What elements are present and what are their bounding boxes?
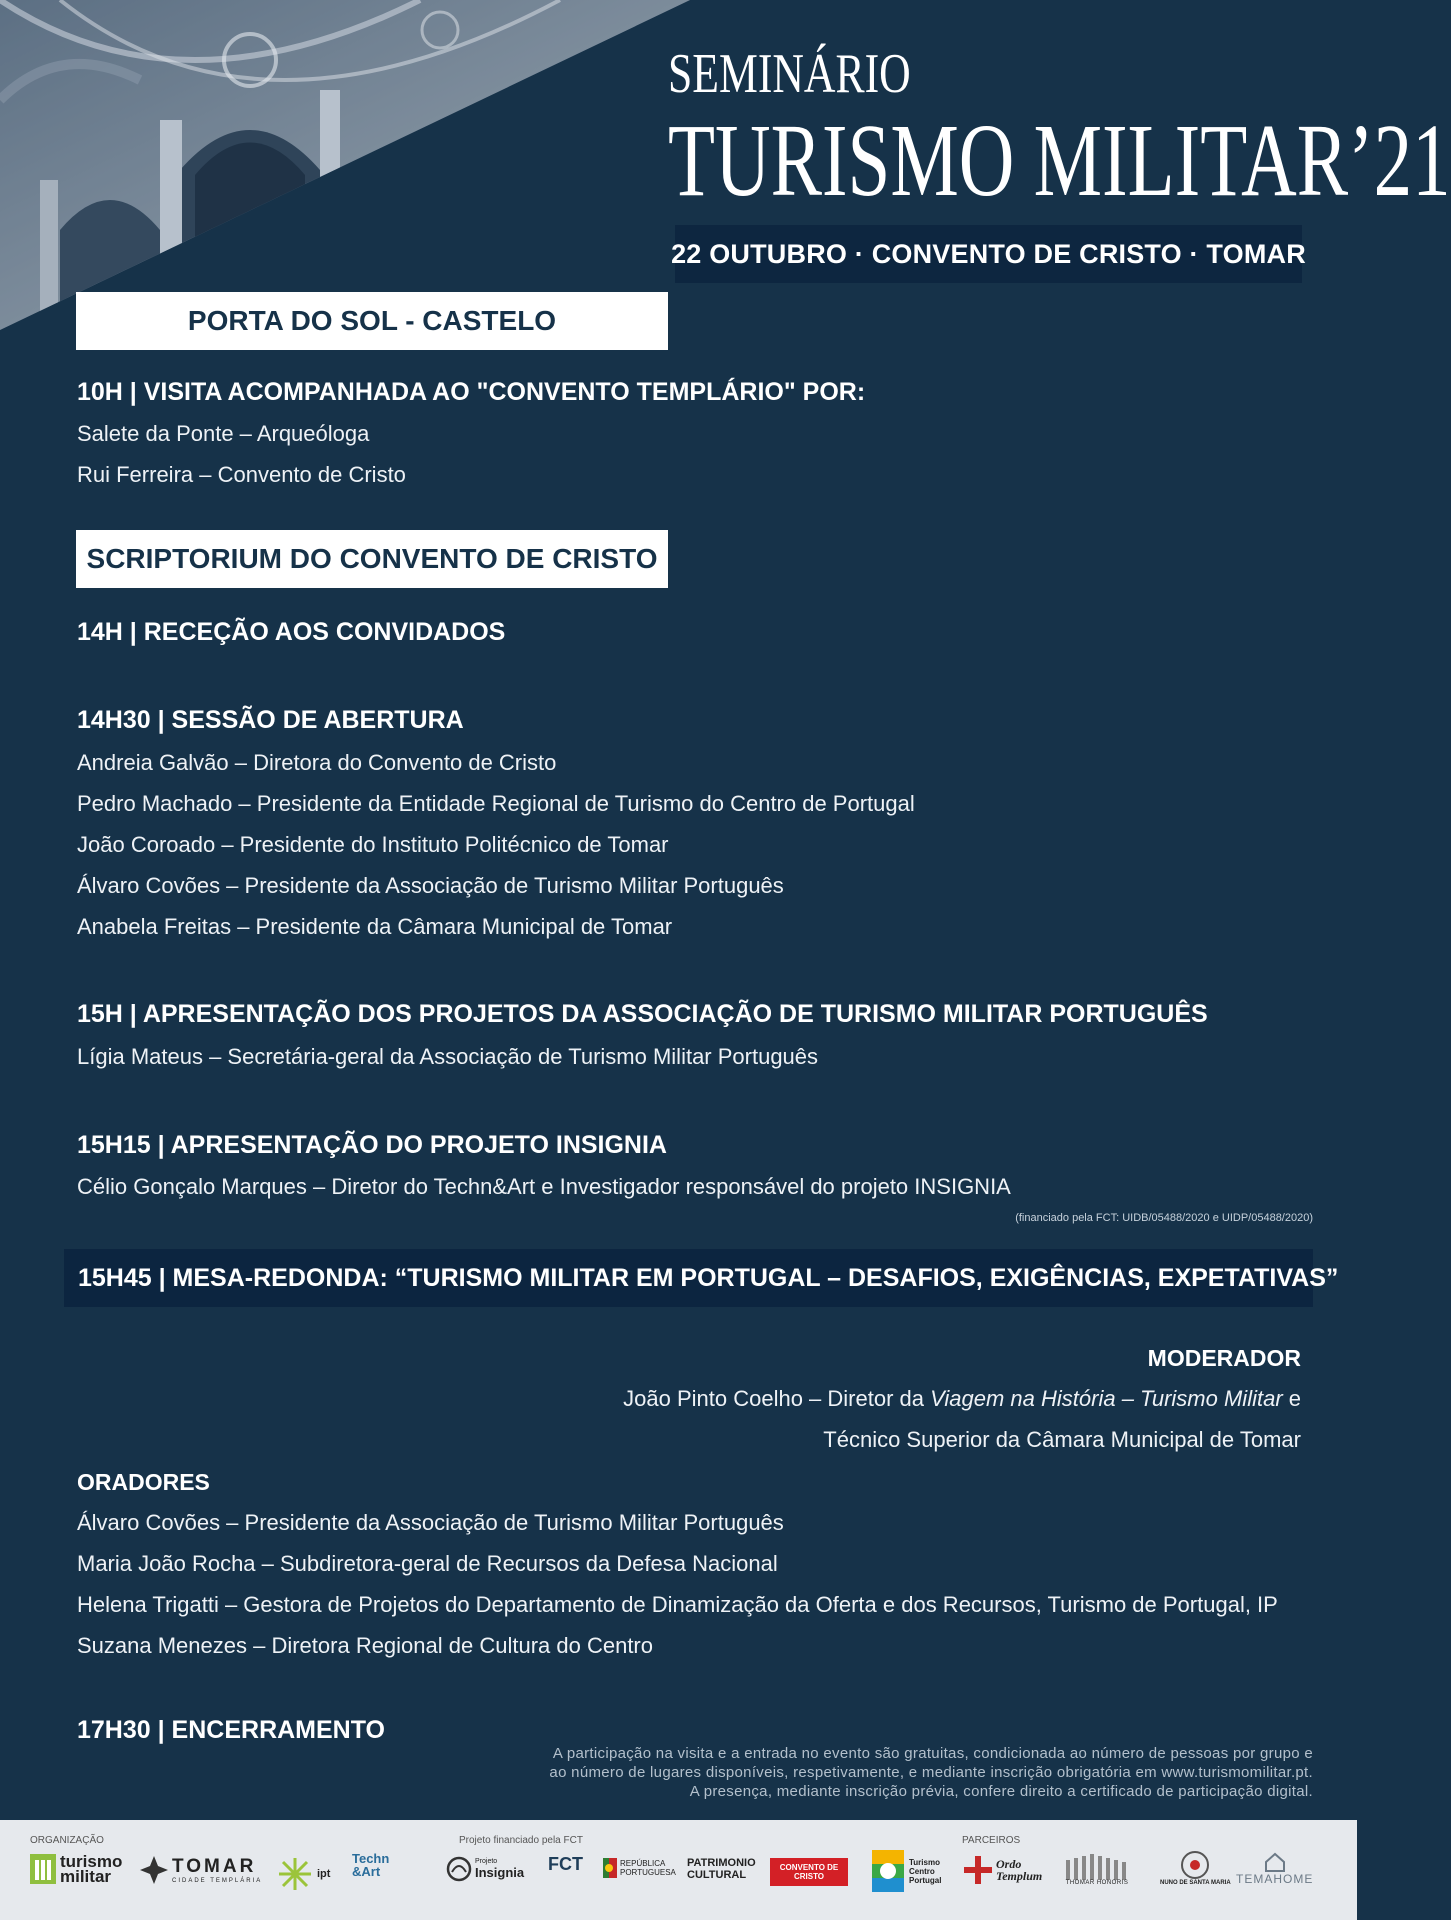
venue-porta-do-sol: PORTA DO SOL - CASTELO (76, 292, 668, 350)
title-block (668, 43, 1451, 218)
insignia-speaker: Célio Gonçalo Marques – Diretor do Techn&Art e Investigador responsável do projeto INSIGNIA (77, 1174, 1011, 1199)
ipt-text: ipt (317, 1868, 331, 1880)
closing-heading: 17H30 | ENCERRAMENTO (77, 1716, 385, 1744)
disclaimer (413, 1744, 1313, 1801)
techn-art-text: Techn &Art (352, 1851, 390, 1879)
roundtable-speaker: Suzana Menezes – Diretora Regional de Cultura do Centro (77, 1633, 653, 1658)
moderator-program: Viagem na História – Turismo Militar (930, 1386, 1283, 1411)
moderator-role: Técnico Superior da Câmara Municipal de Tomar (823, 1427, 1301, 1452)
tomar-text: TOMAR (172, 1856, 257, 1877)
nuno-text: NUNO DE SANTA MARIA (1160, 1880, 1231, 1886)
ipt-logo (275, 1856, 330, 1892)
seminar-label: SEMINÁRIO (668, 43, 911, 105)
opening-speaker: Andreia Galvão – Diretora do Convento de Cristo (77, 750, 557, 775)
tm-text: turismo militar (60, 1852, 123, 1886)
visit-guide: Rui Ferreira – Convento de Cristo (77, 462, 406, 487)
convent-photo (0, 0, 690, 330)
opening-speaker: Pedro Machado – Presidente da Entidade Regional de Turismo do Centro de Portugal (77, 791, 915, 816)
moderator-conj: e (1282, 1386, 1301, 1411)
opening-speaker: Anabela Freitas – Presidente da Câmara Municipal de Tomar (77, 914, 673, 939)
portugal-flag-icon (603, 1858, 617, 1878)
visit-heading: 10H | VISITA ACOMPANHADA AO "CONVENTO TEMPLÁRIO" POR: (77, 378, 866, 406)
tm-mark-icon (30, 1854, 56, 1884)
temahome-text: TEMAHOME (1236, 1872, 1314, 1886)
speakers-label: ORADORES (77, 1469, 210, 1495)
roundtable-speaker: Helena Trigatti – Gestora de Projetos do Departamento de Dinamização da Oferta e dos Recursos, Turismo de Portugal, IP (77, 1592, 1278, 1617)
thomar-honoris-logo (1064, 1854, 1130, 1886)
visit-guide: Salete da Ponte – Arqueóloga (77, 421, 370, 446)
opening-heading: 14H30 | SESSÃO DE ABERTURA (77, 706, 464, 734)
fct-text: FCT (548, 1854, 583, 1874)
ordo-text: Ordo Templum (996, 1857, 1043, 1883)
projects-speaker: Lígia Mateus – Secretária-geral da Associação de Turismo Militar Português (77, 1044, 819, 1069)
fct-logo (548, 1854, 583, 1875)
patrimonio-logo (687, 1857, 765, 1881)
temahome-logo (1236, 1852, 1313, 1886)
opening-speaker: Álvaro Covões – Presidente da Associação de Turismo Militar Português (77, 873, 784, 898)
roundtable-speaker: Álvaro Covões – Presidente da Associação de Turismo Militar Português (77, 1510, 784, 1535)
red-cross-icon (964, 1856, 992, 1884)
insignia-logo (446, 1856, 524, 1882)
insignia-helmet-icon (446, 1856, 472, 1882)
disclaimer-line: ao número de lugares disponíveis, respetivamente, e mediante inscrição obrigatória em www.turismomilitar.pt. (549, 1764, 1313, 1781)
partners-label: PARCEIROS (962, 1835, 1021, 1846)
republica-text: REPÚBLICA PORTUGUESA (620, 1859, 676, 1877)
opening-speaker: João Coroado – Presidente do Instituto Politécnico de Tomar (77, 832, 669, 857)
disclaimer-line: A participação na visita e a entrada no evento são gratuitas, condicionada ao número de pessoas por grupo e (552, 1745, 1313, 1762)
reception-heading: 14H | RECEÇÃO AOS CONVIDADOS (77, 618, 506, 646)
templar-cross-icon (140, 1856, 168, 1884)
insignia-pre: Projeto (475, 1858, 498, 1865)
funded-label: Projeto financiado pela FCT (459, 1835, 583, 1846)
roundtable-speaker: Maria João Rocha – Subdiretora-geral de Recursos da Defesa Nacional (77, 1551, 778, 1576)
thomar-text: THOMAR HONORIS (1065, 1880, 1129, 1886)
ordo-templum-logo (964, 1856, 1044, 1884)
turismo-militar-logo (30, 1854, 130, 1884)
republica-logo (603, 1858, 680, 1878)
roundtable-heading: 15H45 | MESA-REDONDA: “TURISMO MILITAR EM PORTUGAL – DESAFIOS, EXIGÊNCIAS, EXPETATIVAS” (64, 1249, 1313, 1307)
sponsor-footer (0, 1820, 1357, 1920)
moderator-label: MODERADOR (1147, 1345, 1301, 1371)
house-icon (1264, 1852, 1286, 1872)
funding-note: (financiado pela FCT: UIDB/05488/2020 e UIDP/05488/2020) (1015, 1212, 1313, 1224)
school-crest-icon (1173, 1850, 1217, 1880)
ipt-burst-icon (275, 1856, 315, 1892)
tomar-subtitle: CIDADE TEMPLÁRIA (172, 1878, 263, 1884)
nuno-santa-maria-logo (1160, 1850, 1231, 1886)
moderator-line (623, 1386, 1301, 1412)
centro-text: Turismo Centro Portugal (909, 1857, 942, 1885)
date-location-band: 22 OUTUBRO · CONVENTO DE CRISTO · TOMAR (675, 225, 1302, 283)
tomar-logo (140, 1856, 262, 1884)
projects-heading: 15H | APRESENTAÇÃO DOS PROJETOS DA ASSOCIAÇÃO DE TURISMO MILITAR PORTUGUÊS (77, 1000, 1208, 1028)
insignia-heading: 15H15 | APRESENTAÇÃO DO PROJETO INSIGNIA (77, 1131, 667, 1159)
convento-text: CONVENTO DE CRISTO (779, 1863, 839, 1881)
centro-mark-icon (870, 1848, 906, 1894)
convento-logo (770, 1858, 848, 1886)
turismo-centro-logo (870, 1848, 949, 1894)
insignia-text: Insignia (475, 1865, 525, 1880)
columns-icon (1064, 1854, 1130, 1880)
techn-art-logo (352, 1852, 392, 1878)
disclaimer-line: A presença, mediante inscrição prévia, confere direito a certificado de participação digital. (689, 1783, 1313, 1800)
moderator-name: João Pinto Coelho – Diretor da (623, 1386, 931, 1411)
venue-scriptorium: SCRIPTORIUM DO CONVENTO DE CRISTO (76, 530, 668, 588)
patrimonio-text: PATRIMONIO CULTURAL (687, 1857, 756, 1881)
event-title: TURISMO MILITAR’21 (668, 103, 1451, 218)
organization-label: ORGANIZAÇÃO (30, 1835, 104, 1846)
